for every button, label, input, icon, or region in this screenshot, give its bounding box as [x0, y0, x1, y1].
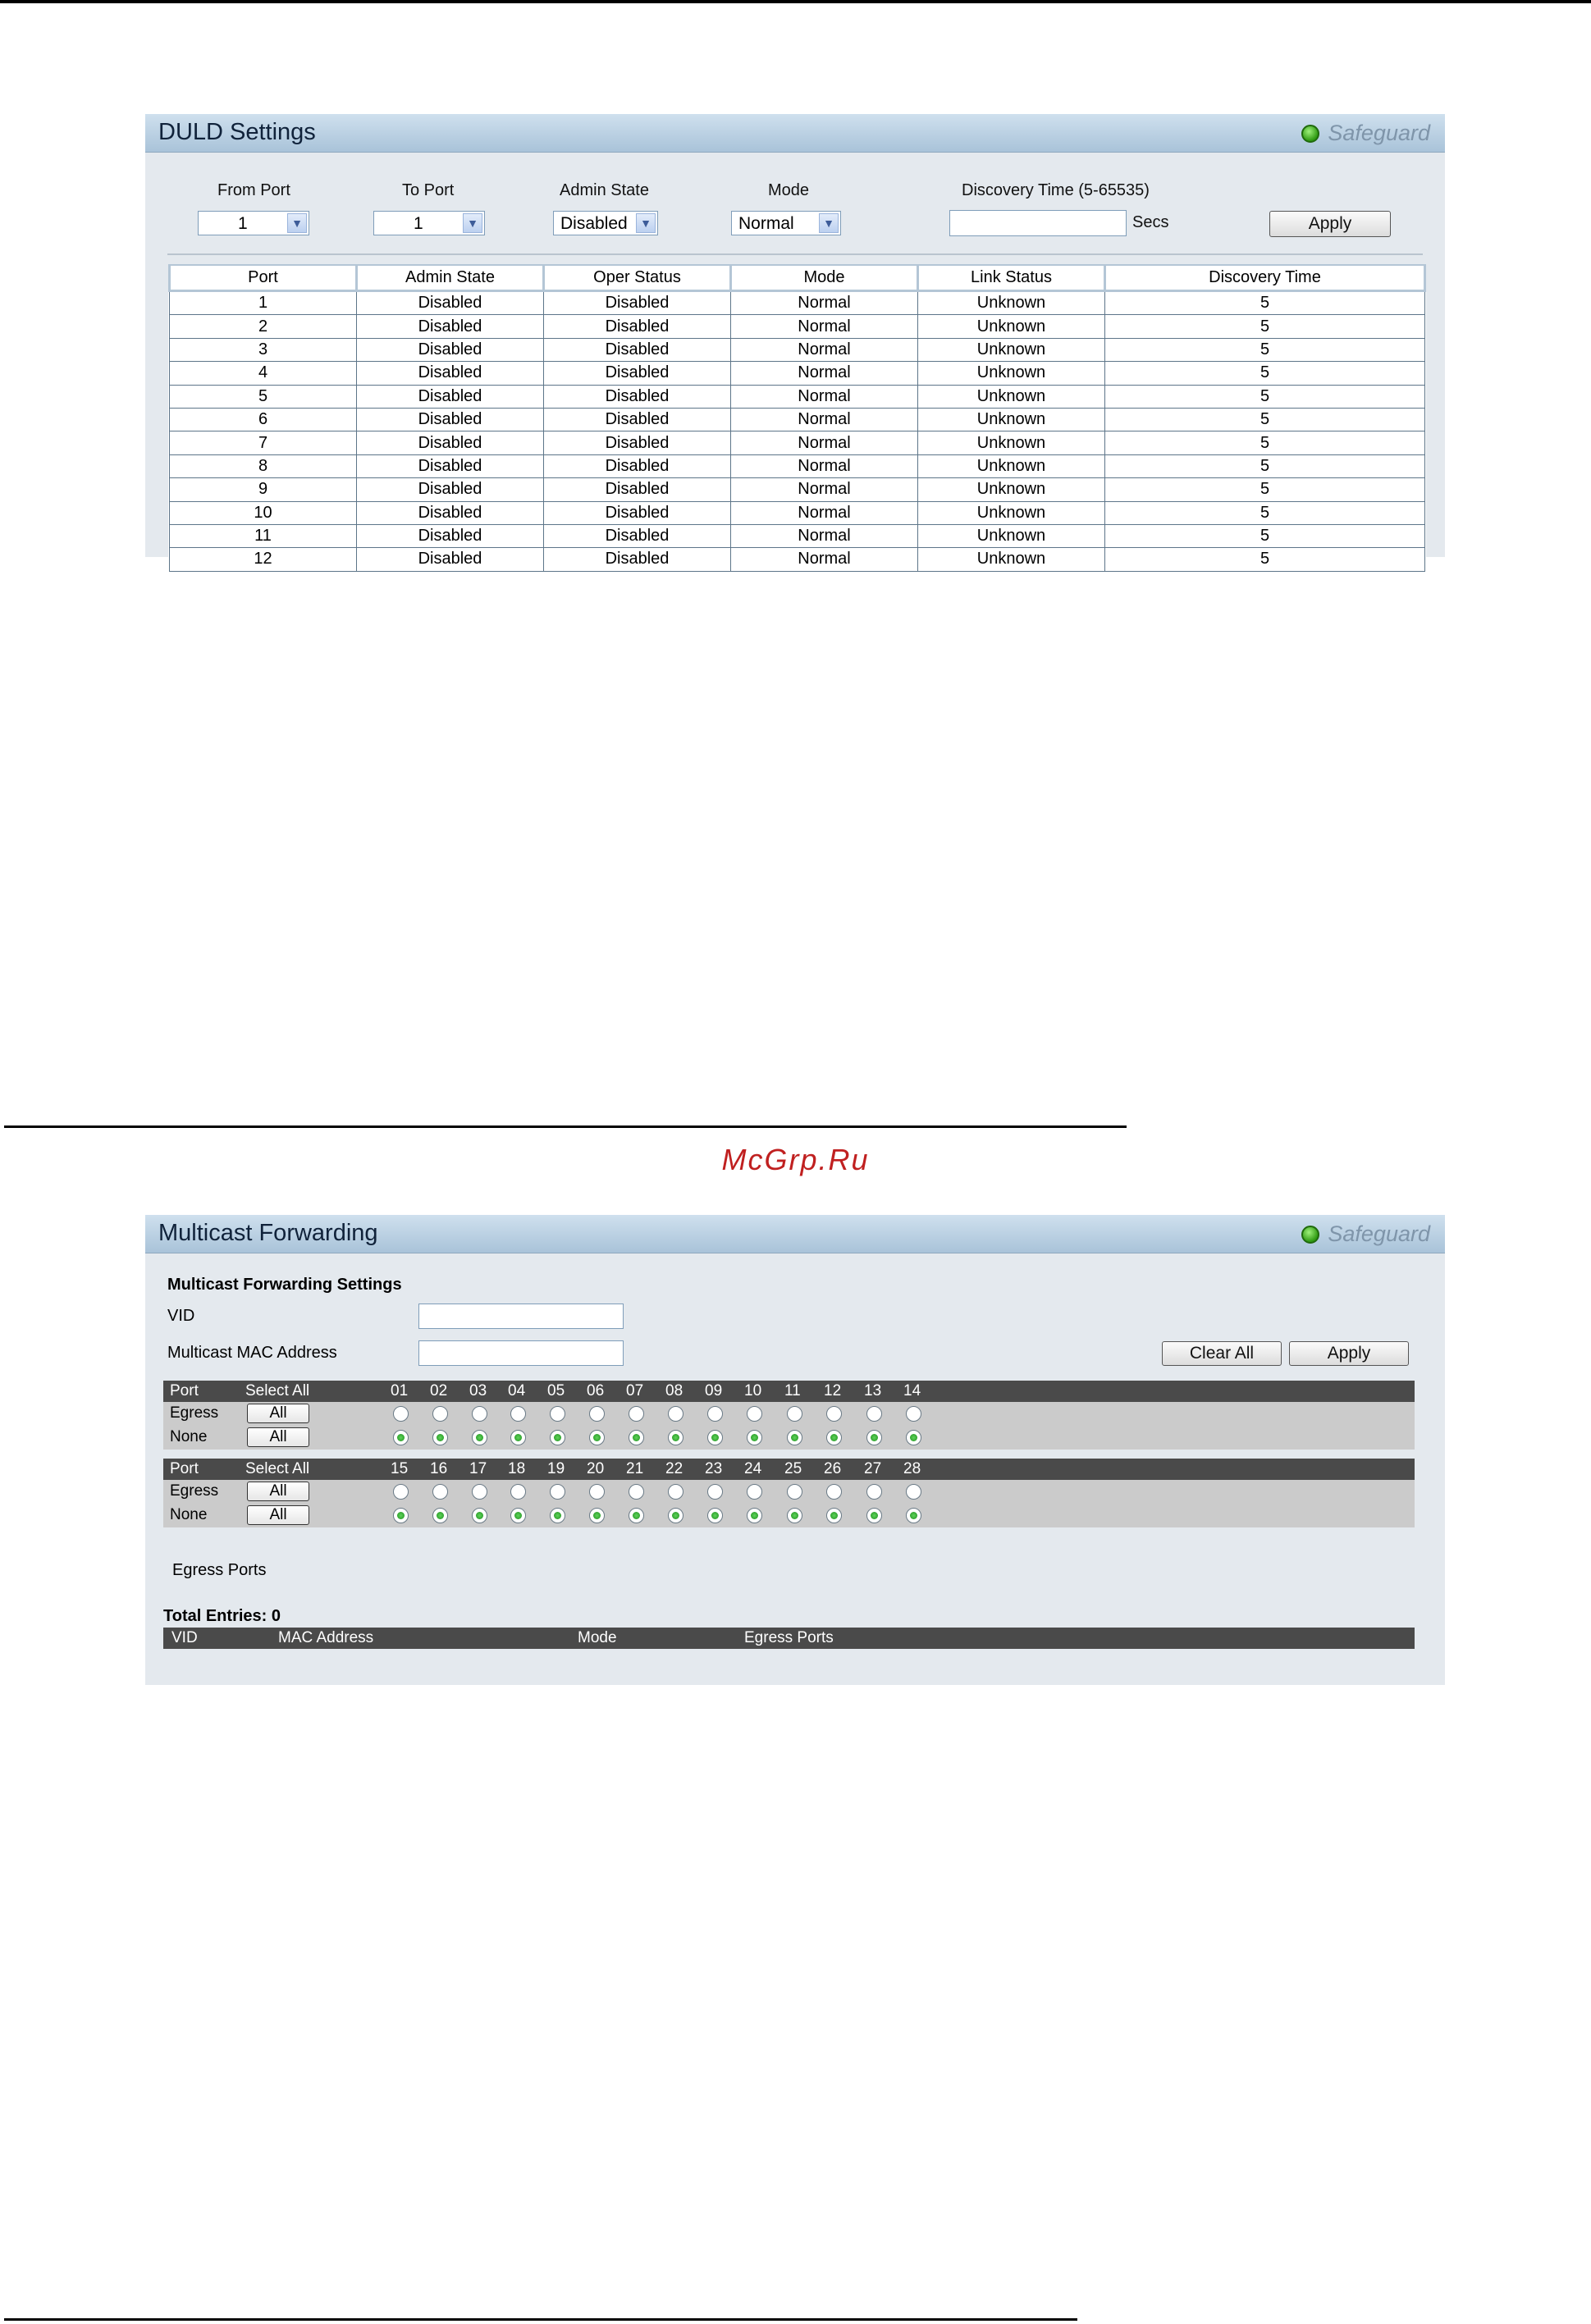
cell-admin-state: Disabled [357, 291, 544, 315]
cell-oper-status: Disabled [544, 362, 731, 385]
table-row [170, 548, 1425, 571]
cell-admin-state: Disabled [357, 478, 544, 501]
port-number: 03 [469, 1382, 487, 1399]
cell-port: 7 [170, 431, 357, 454]
none-radio-port-07[interactable] [629, 1430, 644, 1445]
cell-link-status: Unknown [918, 478, 1105, 501]
table-row [170, 454, 1425, 477]
port-number: 27 [864, 1460, 882, 1477]
port-number: 21 [626, 1460, 644, 1477]
to-port-label: To Port [402, 181, 455, 199]
egress-radio-port-14[interactable] [906, 1406, 921, 1422]
none-radio-port-14[interactable] [906, 1430, 921, 1445]
cell-port: 3 [170, 338, 357, 361]
col-mode: Mode [731, 265, 918, 291]
cell-link-status: Unknown [918, 291, 1105, 315]
cell-mode: Normal [731, 431, 918, 454]
safeguard-indicator [1301, 1221, 1430, 1247]
cell-link-status: Unknown [918, 431, 1105, 454]
none-radio-port-25[interactable] [787, 1508, 802, 1523]
port-number: 01 [391, 1382, 409, 1399]
col-mode: Mode [578, 1629, 617, 1646]
none-label: None [170, 1428, 208, 1445]
none-radio-port-19[interactable] [550, 1508, 565, 1523]
total-entries: Total Entries: 0 [163, 1607, 281, 1625]
egress-radio-port-09[interactable] [707, 1406, 723, 1422]
none-radio-port-11[interactable] [787, 1430, 802, 1445]
top-rule [0, 0, 1591, 3]
none-radio-port-10[interactable] [747, 1430, 762, 1445]
egress-radio-port-04[interactable] [510, 1406, 526, 1422]
vid-label: VID [167, 1307, 195, 1325]
none-radio-port-18[interactable] [510, 1508, 526, 1523]
port-header-row [163, 1459, 1415, 1480]
cell-discovery-time: 5 [1105, 548, 1425, 571]
port-number: 10 [744, 1382, 762, 1399]
table-row [170, 315, 1425, 338]
egress-radio-port-26[interactable] [826, 1484, 842, 1500]
cell-discovery-time: 5 [1105, 315, 1425, 338]
port-number: 04 [508, 1382, 526, 1399]
cell-admin-state: Disabled [357, 548, 544, 571]
settings-heading: Multicast Forwarding Settings [167, 1276, 402, 1294]
duld-title: DULD Settings [158, 119, 316, 145]
cell-admin-state: Disabled [357, 524, 544, 547]
port-number: 26 [824, 1460, 842, 1477]
cell-discovery-time: 5 [1105, 338, 1425, 361]
none-label: None [170, 1506, 208, 1523]
port-number: 23 [705, 1460, 723, 1477]
port-number: 11 [784, 1382, 801, 1399]
select-all-word: Select All [245, 1460, 310, 1477]
port-number: 14 [903, 1382, 921, 1399]
egress-radio-port-16[interactable] [432, 1484, 448, 1500]
none-radio-port-22[interactable] [668, 1508, 683, 1523]
port-word: Port [170, 1460, 199, 1477]
select-all-none-button[interactable]: All [247, 1505, 309, 1525]
port-number: 13 [864, 1382, 882, 1399]
port-number: 12 [824, 1382, 842, 1399]
cell-mode: Normal [731, 548, 918, 571]
cell-admin-state: Disabled [357, 431, 544, 454]
col-oper-status: Oper Status [544, 265, 731, 291]
cell-discovery-time: 5 [1105, 408, 1425, 431]
cell-link-status: Unknown [918, 501, 1105, 524]
vid-input[interactable] [418, 1304, 624, 1329]
none-radio-port-06[interactable] [589, 1430, 605, 1445]
none-radio-port-27[interactable] [866, 1508, 882, 1523]
none-radio-port-26[interactable] [826, 1508, 842, 1523]
watermark: McGrp.Ru [721, 1143, 870, 1176]
cell-discovery-time: 5 [1105, 291, 1425, 315]
safeguard-led-icon [1301, 125, 1319, 143]
cell-link-status: Unknown [918, 408, 1105, 431]
egress-radio-port-17[interactable] [472, 1484, 487, 1500]
cell-mode: Normal [731, 315, 918, 338]
cell-discovery-time: 5 [1105, 362, 1425, 385]
from-port-value: 1 [238, 214, 248, 233]
col-vid: VID [171, 1629, 198, 1646]
cell-port: 8 [170, 454, 357, 477]
cell-mode: Normal [731, 524, 918, 547]
to-port-value: 1 [414, 214, 423, 233]
none-radio-port-09[interactable] [707, 1430, 723, 1445]
none-row [163, 1504, 1415, 1527]
to-port-select[interactable] [373, 211, 485, 235]
cell-oper-status: Disabled [544, 454, 731, 477]
table-row [170, 431, 1425, 454]
cell-port: 9 [170, 478, 357, 501]
egress-radio-port-08[interactable] [668, 1406, 683, 1422]
port-number: 19 [547, 1460, 565, 1477]
none-radio-port-21[interactable] [629, 1508, 644, 1523]
cell-admin-state: Disabled [357, 385, 544, 408]
egress-radio-port-15[interactable] [393, 1484, 409, 1500]
egress-radio-port-12[interactable] [826, 1406, 842, 1422]
cell-discovery-time: 5 [1105, 501, 1425, 524]
safeguard-label: Safeguard [1328, 121, 1430, 145]
select-all-word: Select All [245, 1382, 310, 1399]
port-number: 09 [705, 1382, 723, 1399]
port-number: 18 [508, 1460, 526, 1477]
cell-discovery-time: 5 [1105, 454, 1425, 477]
egress-radio-port-19[interactable] [550, 1484, 565, 1500]
egress-radio-port-07[interactable] [629, 1406, 644, 1422]
cell-port: 10 [170, 501, 357, 524]
cell-oper-status: Disabled [544, 431, 731, 454]
egress-radio-port-20[interactable] [589, 1484, 605, 1500]
multicast-forwarding-panel [145, 1215, 1445, 1685]
none-radio-port-20[interactable] [589, 1508, 605, 1523]
egress-radio-port-23[interactable] [707, 1484, 723, 1500]
egress-radio-port-01[interactable] [393, 1406, 409, 1422]
port-number: 22 [665, 1460, 683, 1477]
col-link-status: Link Status [918, 265, 1105, 291]
egress-radio-port-18[interactable] [510, 1484, 526, 1500]
egress-radio-port-13[interactable] [866, 1406, 882, 1422]
port-number: 08 [665, 1382, 683, 1399]
egress-radio-port-22[interactable] [668, 1484, 683, 1500]
none-radio-port-23[interactable] [707, 1508, 723, 1523]
secs-label: Secs [1132, 213, 1169, 231]
discovery-time-input[interactable] [949, 210, 1127, 236]
cell-port: 5 [170, 385, 357, 408]
port-number: 24 [744, 1460, 762, 1477]
cell-oper-status: Disabled [544, 385, 731, 408]
from-port-label: From Port [217, 181, 290, 199]
egress-row [163, 1402, 1415, 1426]
duld-port-table [168, 264, 1426, 572]
cell-port: 4 [170, 362, 357, 385]
egress-radio-port-24[interactable] [747, 1484, 762, 1500]
table-header-row [170, 265, 1425, 291]
table-row [170, 408, 1425, 431]
clear-all-button[interactable]: Clear All [1162, 1341, 1282, 1366]
col-mac-address: MAC Address [278, 1629, 374, 1646]
cell-port: 11 [170, 524, 357, 547]
mode-select[interactable] [731, 211, 841, 235]
safeguard-indicator [1301, 121, 1430, 146]
col-port: Port [170, 265, 357, 291]
cell-oper-status: Disabled [544, 338, 731, 361]
cell-oper-status: Disabled [544, 291, 731, 315]
egress-ports-label: Egress Ports [172, 1561, 267, 1579]
cell-oper-status: Disabled [544, 315, 731, 338]
select-all-egress-button[interactable]: All [247, 1482, 309, 1501]
port-number: 15 [391, 1460, 409, 1477]
duld-settings-panel [145, 114, 1445, 568]
none-radio-port-04[interactable] [510, 1430, 526, 1445]
safeguard-led-icon [1301, 1226, 1319, 1244]
cell-mode: Normal [731, 454, 918, 477]
admin-state-select[interactable] [553, 211, 658, 235]
none-radio-port-05[interactable] [550, 1430, 565, 1445]
cell-link-status: Unknown [918, 454, 1105, 477]
port-number: 05 [547, 1382, 565, 1399]
mac-address-label: Multicast MAC Address [167, 1344, 337, 1362]
cell-oper-status: Disabled [544, 548, 731, 571]
port-header-row [163, 1381, 1415, 1402]
cell-link-status: Unknown [918, 315, 1105, 338]
cell-link-status: Unknown [918, 362, 1105, 385]
port-number: 02 [430, 1382, 448, 1399]
none-radio-port-24[interactable] [747, 1508, 762, 1523]
table-row [170, 385, 1425, 408]
discovery-time-label: Discovery Time (5-65535) [962, 181, 1150, 199]
apply-button[interactable]: Apply [1289, 1341, 1409, 1366]
cell-oper-status: Disabled [544, 524, 731, 547]
chevron-down-icon[interactable]: ▼ [819, 213, 839, 233]
egress-label: Egress [170, 1482, 219, 1500]
none-radio-port-03[interactable] [472, 1430, 487, 1445]
multicast-title: Multicast Forwarding [158, 1220, 378, 1246]
entries-table-header [163, 1628, 1415, 1649]
egress-radio-port-28[interactable] [906, 1484, 921, 1500]
none-radio-port-17[interactable] [472, 1508, 487, 1523]
cell-mode: Normal [731, 501, 918, 524]
none-radio-port-01[interactable] [393, 1430, 409, 1445]
bottom-rule [4, 2318, 1077, 2321]
egress-radio-port-05[interactable] [550, 1406, 565, 1422]
cell-discovery-time: 5 [1105, 478, 1425, 501]
table-row [170, 362, 1425, 385]
none-radio-port-28[interactable] [906, 1508, 921, 1523]
cell-mode: Normal [731, 408, 918, 431]
cell-admin-state: Disabled [357, 501, 544, 524]
cell-link-status: Unknown [918, 524, 1105, 547]
cell-oper-status: Disabled [544, 408, 731, 431]
egress-radio-port-10[interactable] [747, 1406, 762, 1422]
cell-link-status: Unknown [918, 338, 1105, 361]
select-all-egress-button[interactable]: All [247, 1404, 309, 1423]
cell-oper-status: Disabled [544, 478, 731, 501]
none-radio-port-12[interactable] [826, 1430, 842, 1445]
admin-state-label: Admin State [560, 181, 649, 199]
table-row [170, 478, 1425, 501]
port-number: 28 [903, 1460, 921, 1477]
none-radio-port-16[interactable] [432, 1508, 448, 1523]
cell-discovery-time: 5 [1105, 385, 1425, 408]
none-radio-port-13[interactable] [866, 1430, 882, 1445]
chevron-down-icon[interactable]: ▼ [287, 213, 307, 233]
port-word: Port [170, 1382, 199, 1399]
cell-port: 1 [170, 291, 357, 315]
multicast-header [145, 1215, 1445, 1253]
cell-admin-state: Disabled [357, 454, 544, 477]
egress-label: Egress [170, 1404, 219, 1422]
egress-row [163, 1480, 1415, 1504]
none-row [163, 1426, 1415, 1450]
egress-radio-port-02[interactable] [432, 1406, 448, 1422]
port-number: 16 [430, 1460, 448, 1477]
cell-link-status: Unknown [918, 548, 1105, 571]
cell-admin-state: Disabled [357, 362, 544, 385]
cell-port: 12 [170, 548, 357, 571]
table-row [170, 291, 1425, 315]
cell-mode: Normal [731, 338, 918, 361]
egress-radio-port-06[interactable] [589, 1406, 605, 1422]
admin-state-value: Disabled [560, 214, 628, 233]
safeguard-label: Safeguard [1328, 1221, 1430, 1246]
port-number: 17 [469, 1460, 487, 1477]
divider [167, 253, 1423, 255]
chevron-down-icon[interactable]: ▼ [463, 213, 482, 233]
port-grid-2 [163, 1459, 1415, 1527]
cell-admin-state: Disabled [357, 408, 544, 431]
none-radio-port-15[interactable] [393, 1508, 409, 1523]
section-rule [4, 1125, 1127, 1128]
mac-address-input[interactable] [418, 1340, 624, 1366]
cell-admin-state: Disabled [357, 315, 544, 338]
cell-port: 6 [170, 408, 357, 431]
egress-radio-port-11[interactable] [787, 1406, 802, 1422]
table-row [170, 524, 1425, 547]
cell-oper-status: Disabled [544, 501, 731, 524]
egress-radio-port-03[interactable] [472, 1406, 487, 1422]
none-radio-port-08[interactable] [668, 1430, 683, 1445]
port-number: 06 [587, 1382, 605, 1399]
apply-button[interactable]: Apply [1269, 211, 1391, 237]
egress-radio-port-25[interactable] [787, 1484, 802, 1500]
egress-radio-port-21[interactable] [629, 1484, 644, 1500]
port-grid-1 [163, 1381, 1415, 1450]
mode-label: Mode [768, 181, 810, 199]
cell-mode: Normal [731, 291, 918, 315]
port-number: 07 [626, 1382, 644, 1399]
cell-mode: Normal [731, 362, 918, 385]
port-number: 20 [587, 1460, 605, 1477]
port-number: 25 [784, 1460, 802, 1477]
table-row [170, 501, 1425, 524]
from-port-select[interactable] [198, 211, 309, 235]
cell-discovery-time: 5 [1105, 431, 1425, 454]
egress-radio-port-27[interactable] [866, 1484, 882, 1500]
chevron-down-icon[interactable]: ▼ [636, 213, 656, 233]
col-discovery-time: Discovery Time [1105, 265, 1425, 291]
col-egress-ports: Egress Ports [744, 1629, 834, 1646]
duld-header [145, 114, 1445, 153]
table-row [170, 338, 1425, 361]
select-all-none-button[interactable]: All [247, 1427, 309, 1447]
cell-mode: Normal [731, 478, 918, 501]
cell-admin-state: Disabled [357, 338, 544, 361]
cell-mode: Normal [731, 385, 918, 408]
cell-discovery-time: 5 [1105, 524, 1425, 547]
none-radio-port-02[interactable] [432, 1430, 448, 1445]
cell-port: 2 [170, 315, 357, 338]
col-admin-state: Admin State [357, 265, 544, 291]
cell-link-status: Unknown [918, 385, 1105, 408]
mode-value: Normal [738, 214, 794, 233]
